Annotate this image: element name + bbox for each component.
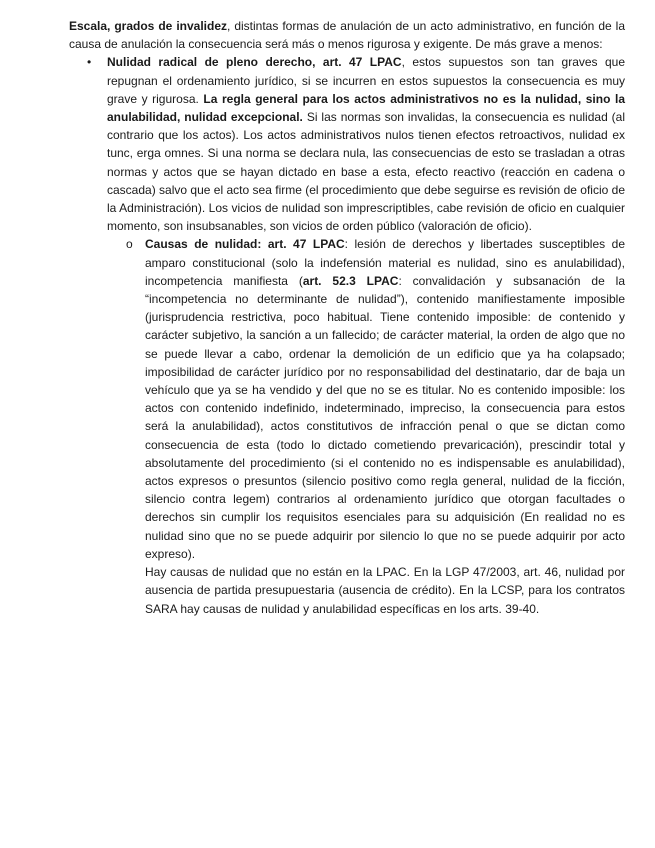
bullet-paragraph bbox=[107, 53, 625, 235]
bullet-text-2: Si las normas son invalidas, la consecuencia es nulidad (al contrario que los actos). Los actos administrativos nulos tienen efectos retroactivos, nulidad ex tunc, erga omnes. Si una norma se declara nula, las consecuencias de esto se trasladan a otras normas y actos que se hayan dictado en base a esta, efecto reactivo (reacción en cadena o cascada) salvo que el acto sea firme (el procedimiento que debe seguirse es revisión de oficio de la Administración). Los vicios de nulidad son imprescriptibles, cabe revisión de oficio en cualquier momento, son insubsanables, son vicios de orden público (valoración de oficio). bbox=[107, 110, 626, 234]
bullet-bold-1: Nulidad radical de pleno derecho, art. 47 LPAC bbox=[107, 55, 402, 70]
sub-item-causas bbox=[107, 235, 625, 617]
bullet-text-1: , estos supuestos son tan graves que repugnan el ordenamiento jurídico, si se incurren en estos supuestos la consecuencia es muy grave y rigurosa. bbox=[107, 55, 625, 106]
intro-paragraph bbox=[69, 17, 625, 53]
sub-text-2: : convalidación y subsanación de la “incompetencia no determinante de nulidad”), contenido manifiestamente imposible (jurisprudencia restrictiva, poco habitual. Tiene contenido imposible: de contenido y carácter subjetivo, la sanción a un fallecido; de carácter material, la orden de algo que no se puede llevar a cabo, ordenar la demolición de un edificio que ya ha colapsado; imposibilidad de carácter jurídico por no responsabilidad del destinatario, dar de baja un vehículo que ya se ha vendido y del que no se es titular. No es contenido imposible: los actos con contenido indefinido, indeterminado, impreciso, la consecuencia para estos será la anulabilidad), actos constitutivos de infracción penal o que se dictan como consecuencia de esta (todo lo dictado cometiendo prevaricación), prescindir total y absolutamente del procedimiento (si el contenido no es indispensable es anulabilidad), actos expresos o presuntos (silencio positivo como regla general, nulidad de la ficción, silencio contra legem) contrarios al ordenamiento jurídico que otorgan facultades o derechos sin cumplir los requisitos esenciales para su adquisición (En realidad no es nulidad sino que no se puede adquirir por silencio lo que no se puede adquirir por acto expreso). bbox=[145, 273, 625, 561]
intro-bold: Escala, grados de invalidez bbox=[69, 19, 228, 33]
sub-text-1: : lesión de derechos y libertades susceptibles de amparo constitucional (solo la indefensión material es nulidad, sino es anulabilidad), incompetencia manifiesta ( bbox=[145, 237, 625, 288]
sub-bold-2: art. 52.3 LPAC bbox=[302, 273, 399, 288]
sub-paragraph bbox=[145, 235, 625, 563]
sub-marker: o bbox=[126, 237, 133, 252]
sub-extra-paragraph: Hay causas de nulidad que no están en la LPAC. En la LGP 47/2003, art. 46, nulidad por ausencia de partida presupuestaria (ausencia de crédito). En la LCSP, para los contratos SARA hay causas de nulidad y anulabilidad específicas en los arts. 39-40. bbox=[145, 565, 625, 616]
bullet-list bbox=[69, 53, 625, 617]
bullet-item-nulidad bbox=[69, 53, 625, 617]
intro-text: , distintas formas de anulación de un acto administrativo, en función de la causa de anulación la consecuencia será más o menos rigurosa y exigente. De más grave a menos: bbox=[69, 19, 625, 52]
bullet-marker: • bbox=[87, 55, 92, 70]
bullet-bold-2: La regla general para los actos administrativos no es la nulidad, sino la anulabilidad, nulidad excepcional. bbox=[107, 91, 625, 125]
document-body bbox=[69, 17, 625, 618]
sub-bold-1: Causas de nulidad: art. 47 LPAC bbox=[145, 237, 345, 252]
